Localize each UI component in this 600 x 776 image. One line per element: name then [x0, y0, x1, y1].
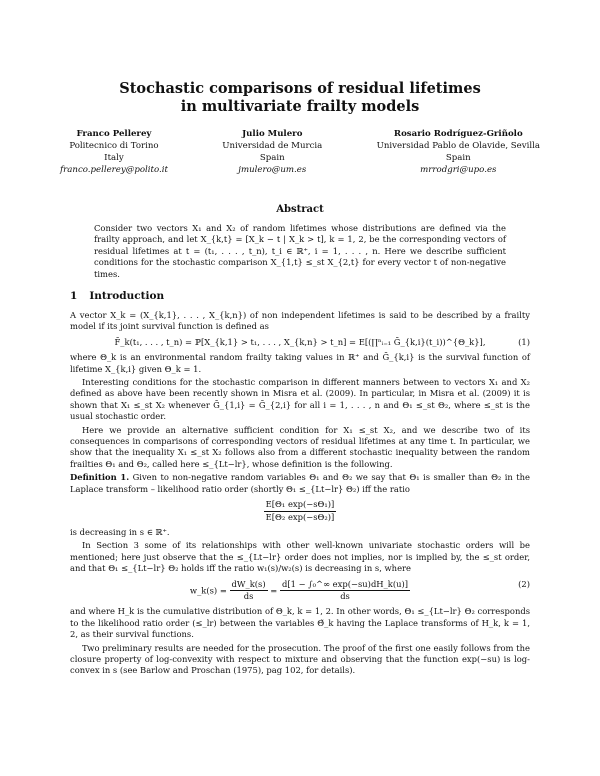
author-country: Italy — [104, 153, 124, 163]
fraction-numerator: d[1 − ∫₀^∞ exp(−su)dH_k(u)] — [280, 579, 410, 591]
paragraph-3: Interesting conditions for the stochastic comparison in different manners between to vectors X₁ and X₂ defined as above have been recently shown in Misra et al. (2009). In particular, in Misra et al. (2009) it is shown that X₁ ≤_st X₂ whenever Ḡ_{1,i} = Ḡ_{2,i} for all i = 1, . . . , n and Θ₁ ≤_st Θ₂, where ≤_st is the usual stochastic order. — [70, 377, 530, 422]
author-affiliation: Universidad de Murcia — [222, 141, 323, 151]
abstract-text: Consider two vectors X₁ and X₂ of random lifetimes whose distributions are defined via the frailty approach, and let X_{k,t} = [X_k − t | X_k > t], k = 1, 2, be the corresponding vectors of residual lifetimes at t = (t₁, . . . , t_n), t_i ∈ ℝ⁺, i = 1, . . . , n. Here we describe sufficient conditions for the stochastic comparison X_{1,t} ≤_st X_{2,t} for every vector t of non-negative times. — [94, 223, 506, 279]
equation-2-fraction-2 — [280, 579, 410, 603]
fraction-denominator: ds — [243, 590, 254, 601]
author-2 — [222, 128, 322, 176]
definition-text: Given to non-negative random variables Θ₁ and Θ₂ we say that Θ₁ is smaller than Θ₂ in the Laplace transform – likelihood ratio order (shortly Θ₁ ≤_{Lt−lr} Θ₂) iff the ratio — [70, 472, 530, 494]
ratio-numerator: E[Θ₁ exp(−sΘ₁)] — [264, 499, 337, 511]
title-line-1: Stochastic comparisons of residual lifetimes — [119, 80, 481, 97]
equation-2-fraction-1 — [230, 579, 268, 603]
author-name: Julio Mulero — [242, 129, 303, 139]
section-number: 1 — [70, 290, 78, 302]
paragraph-6: and where H_k is the cumulative distribution of Θ_k, k = 1, 2. In other words, Θ₁ ≤_{Lt−lr} Θ₂ corresponds to the likelihood ratio order (≤_lr) between the variables Θ̃_k having the Laplace transforms of H_k, k = 1, 2, as their survival functions. — [70, 606, 530, 640]
author-email: mrrodgri@upo.es — [420, 165, 497, 175]
equation-1 — [70, 337, 530, 348]
equation-1-body: F̄_k(t₁, . . . , t_n) = ℙ[X_{k,1} > t₁, . . . , X_{k,n} > t_n] = E[(∏ⁿᵢ₌₁ Ḡ_{k,i}(t_i))^{Θ_k}], — [114, 336, 486, 347]
author-email: franco.pellerey@polito.it — [60, 165, 168, 175]
author-email: jmulero@um.es — [238, 165, 307, 175]
author-name: Franco Pellerey — [76, 129, 152, 139]
section-title: Introduction — [89, 290, 165, 302]
section-heading — [70, 290, 176, 302]
body-text — [70, 310, 530, 679]
title-line-2: in multivariate frailty models — [180, 98, 420, 115]
paper-title — [0, 80, 600, 116]
author-1 — [60, 128, 168, 176]
author-affiliation: Universidad Pablo de Olavide, Sevilla — [376, 141, 540, 151]
equation-2-equals: = — [270, 584, 278, 595]
equation-1-number: (1) — [518, 336, 530, 347]
paragraph-1: A vector X_k = (X_{k,1}, . . . , X_{k,n}) of non independent lifetimes is said to be described by a frailty model if its joint survival function is defined as — [70, 310, 530, 332]
author-country: Spain — [445, 153, 471, 163]
definition-1 — [70, 472, 530, 495]
author-country: Spain — [259, 153, 285, 163]
ratio-display — [70, 499, 530, 523]
author-3 — [377, 128, 540, 176]
fraction-denominator: ds — [340, 590, 350, 601]
author-name: Rosario Rodríguez-Griñolo — [393, 129, 523, 139]
paragraph-4: Here we provide an alternative sufficient condition for X₁ ≤_st X₂, and we describe two of its consequences in comparisons of corresponding vectors of residual lifetimes at any time t. In particular, we show that the inequality X₁ ≤_st X₂ follows also from a different stochastic inequality between the random frailties Θ₁ and Θ₂, called here ≤_{Lt−lr}, whose definition is the following. — [70, 424, 530, 469]
paragraph-7: Two preliminary results are needed for the prosecution. The proof of the first one easily follows from the closure property of log-convexity with respect to mixture and observing that the function exp(−su) is log-convex in s (see Barlow and Proschan (1975), pag 102, for details). — [70, 642, 530, 676]
paragraph-5: In Section 3 some of its relationships with other well-known univariate stochastic orders will be mentioned; here just observe that the ≤_{Lt−lr} order does not implies, nor is implied by, the ≤_st order, and that Θ₁ ≤_{Lt−lr} Θ₂ holds iff the ratio w₁(s)/w₂(s) is decreasing in s, where — [70, 540, 530, 574]
author-block — [60, 128, 540, 176]
ratio-denominator: E[Θ₂ exp(−sΘ₂)] — [265, 511, 335, 522]
paragraph-2: where Θ_k is an environmental random frailty taking values in ℝ⁺ and Ḡ_{k,i} is the survival function of lifetime X_{k,i} given Θ_k = 1. — [70, 352, 530, 374]
equation-2 — [70, 579, 530, 603]
abstract-heading: Abstract — [276, 204, 324, 215]
definition-tail: is decreasing in s ∈ ℝ⁺. — [70, 526, 170, 537]
definition-label: Definition 1. — [70, 472, 130, 483]
author-affiliation: Politecnico di Torino — [69, 141, 159, 151]
equation-2-lhs: w_k(s) = — [189, 584, 227, 595]
ratio-fraction — [264, 499, 337, 523]
equation-2-number: (2) — [518, 578, 530, 589]
fraction-numerator: dW_k(s) — [230, 579, 268, 591]
